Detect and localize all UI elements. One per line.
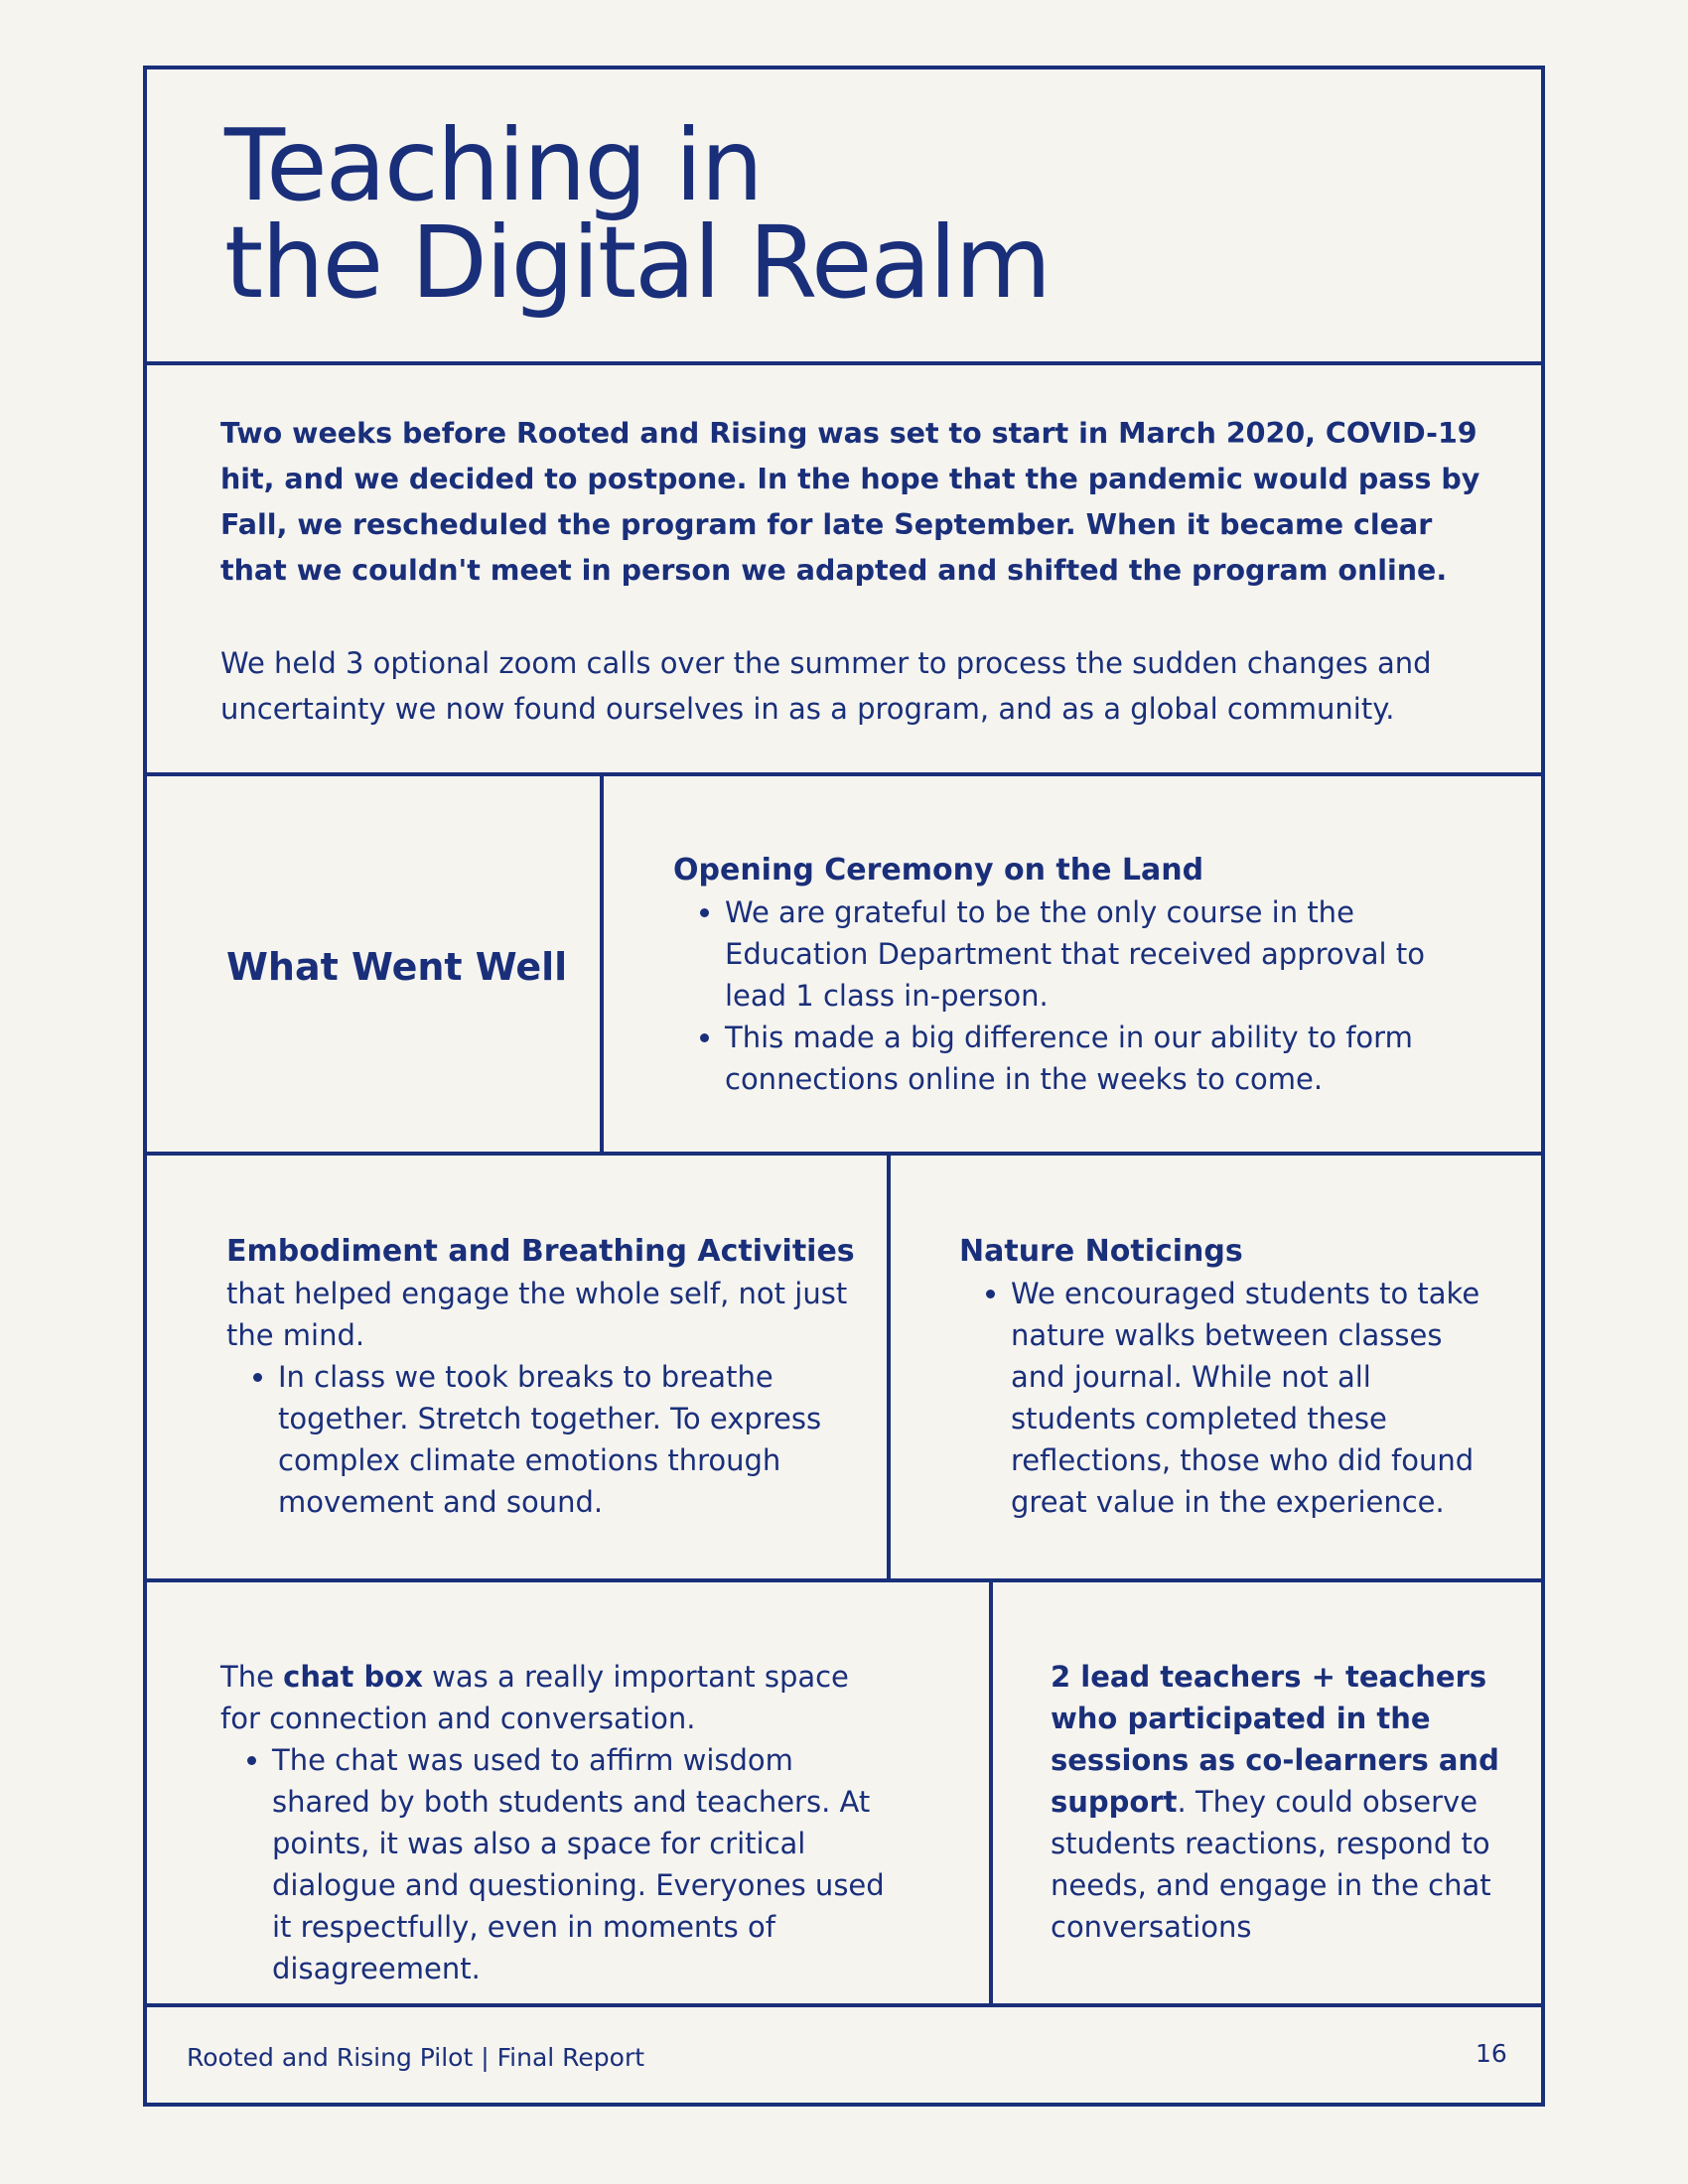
intro-bold-paragraph: Two weeks before Rooted and Rising was set to start in March 2020, COVID-19 hit, and we decided to postpone. In the hope that the pandemic would pass by Fall, we rescheduled the program for late September. When it became clear that we couldn't meet in person we adapted and shifted the program online. — [220, 417, 1480, 587]
list-item: • We are grateful to be the only course in the Education Department that received approval to lead 1 class in-person. — [725, 891, 1448, 1017]
opening-ceremony-heading: Opening Ceremony on the Land — [673, 853, 1204, 887]
chat-prefix: The — [220, 1660, 284, 1694]
list-item: • This made a big difference in our ability to form connections online in the weeks to come. — [725, 1017, 1448, 1100]
divider — [143, 1578, 1545, 1582]
page-title — [224, 107, 1050, 321]
nature-section — [959, 1231, 1495, 1523]
what-went-well-heading: What Went Well — [226, 945, 568, 989]
teachers-text — [1051, 1656, 1507, 1948]
page-number: 16 — [1476, 2039, 1507, 2068]
title-line-2: the Digital Realm — [224, 205, 1050, 321]
divider — [887, 1154, 891, 1580]
nature-heading: Nature Noticings — [959, 1234, 1243, 1269]
divider — [989, 1580, 993, 2005]
divider — [143, 1152, 1545, 1156]
list-item: • The chat was used to affirm wisdom shared by both students and teachers. At points, it was also a space for critical dialogue and questioning. Everyones used it respectfully, even in moments of disagreement. — [272, 1739, 896, 1989]
teachers-bold: 2 lead teachers + teachers who participated in the sessions as co-learners and support — [1051, 1660, 1499, 1819]
embodiment-text: that helped engage the whole self, not just the mind. — [226, 1277, 848, 1352]
nature-list — [959, 1273, 1495, 1523]
divider — [600, 774, 604, 1154]
divider — [143, 361, 1545, 365]
opening-ceremony-list — [673, 891, 1448, 1100]
chat-section — [220, 1656, 896, 1989]
intro-paragraph: We held 3 optional zoom calls over the summer to process the sudden changes and uncertainty we now found ourselves in as a program, and as a global community. — [220, 646, 1432, 726]
embodiment-section — [226, 1231, 862, 1523]
opening-ceremony-section — [673, 850, 1448, 1100]
chat-list — [220, 1739, 896, 1989]
footer-report-title: Rooted and Rising Pilot | Final Report — [187, 2043, 645, 2072]
embodiment-list — [226, 1356, 862, 1523]
teachers-section — [1051, 1656, 1507, 1948]
chat-bold: chat box — [283, 1660, 423, 1694]
teachers-regular: . They could observe students reactions, respond to needs, and engage in the chat conversations — [1051, 1785, 1491, 1944]
divider — [143, 772, 1545, 776]
title-line-1: Teaching in — [224, 107, 762, 223]
chat-intro — [220, 1656, 896, 1739]
divider — [143, 2003, 1545, 2007]
list-item: • In class we took breaks to breathe together. Stretch together. To express complex climate emotions through movement and sound. — [278, 1356, 862, 1523]
chat-suffix: was a really important space for connection and conversation. — [220, 1660, 849, 1735]
embodiment-heading: Embodiment and Breathing Activities — [226, 1234, 855, 1269]
list-item: • We encouraged students to take nature walks between classes and journal. While not all students completed these reflections, those who did found great value in the experience. — [1011, 1273, 1495, 1523]
